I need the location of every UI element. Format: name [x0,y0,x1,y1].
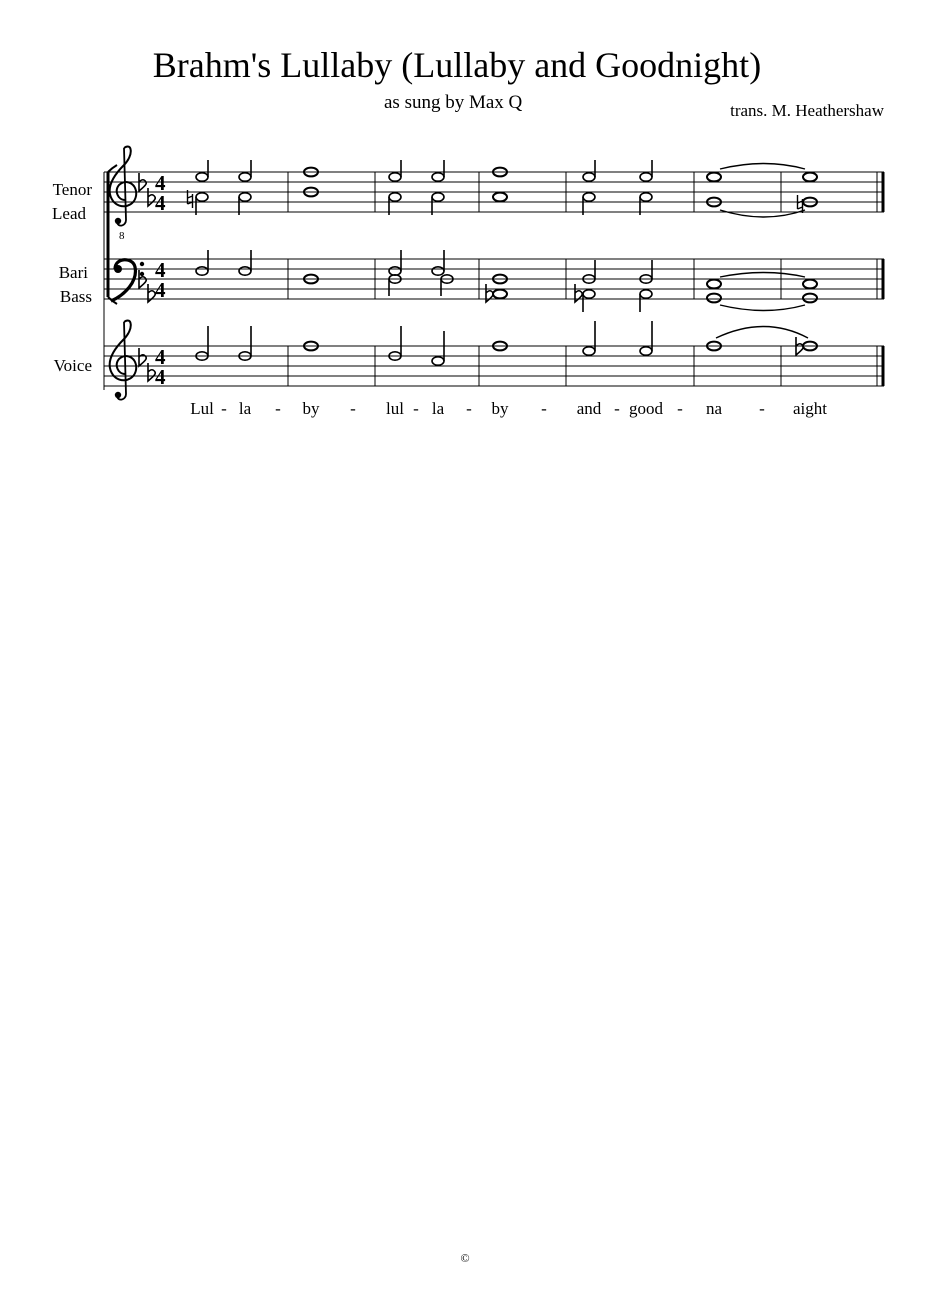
lyric-syllable: by [302,399,320,418]
svg-text:4: 4 [155,345,166,369]
lyric-syllable: Lul [190,399,214,418]
lyric-hyphen: - [466,399,472,418]
svg-text:4: 4 [155,191,166,215]
notes-voice [196,321,817,365]
voice-staff [104,320,884,399]
score-arranger: trans. M. Heathershaw [730,101,884,120]
notes-upper [188,160,818,217]
lyric-hyphen: - [759,399,765,418]
lyric-hyphen: - [350,399,356,418]
lyrics-line [190,399,827,418]
score-subtitle: as sung by Max Q [384,92,523,113]
lyric-syllable: by [491,399,509,418]
voice-label: Voice [53,356,92,375]
lyric-hyphen: - [413,399,419,418]
svg-text:4: 4 [155,258,166,282]
lyric-syllable: aight [793,399,827,418]
copyright-notice: © [460,1251,470,1265]
score-title: Brahm's Lullaby (Lullaby and Goodnight) [152,45,762,85]
lyric-hyphen: - [221,399,227,418]
lyric-hyphen: - [275,399,281,418]
svg-text:4: 4 [155,278,166,302]
bari-label: Bari [58,263,88,282]
lyric-syllable: la [238,399,252,418]
lyric-syllable: and [576,399,602,418]
lyric-syllable: lul [386,399,404,418]
lyric-hyphen: - [677,399,683,418]
lyric-syllable: na [705,399,723,418]
svg-text:4: 4 [155,365,166,389]
key-signature-upper [139,173,155,206]
lyric-syllable: la [431,399,445,418]
bass-label: Bass [59,287,92,306]
lyric-syllable: good [629,399,663,418]
lyric-hyphen: - [541,399,547,418]
octave-marker: 8 [119,230,125,242]
lead-label: Lead [52,204,86,223]
svg-text:4: 4 [155,171,166,195]
lyric-hyphen: - [614,399,620,418]
tenor-label: Tenor [52,180,92,199]
